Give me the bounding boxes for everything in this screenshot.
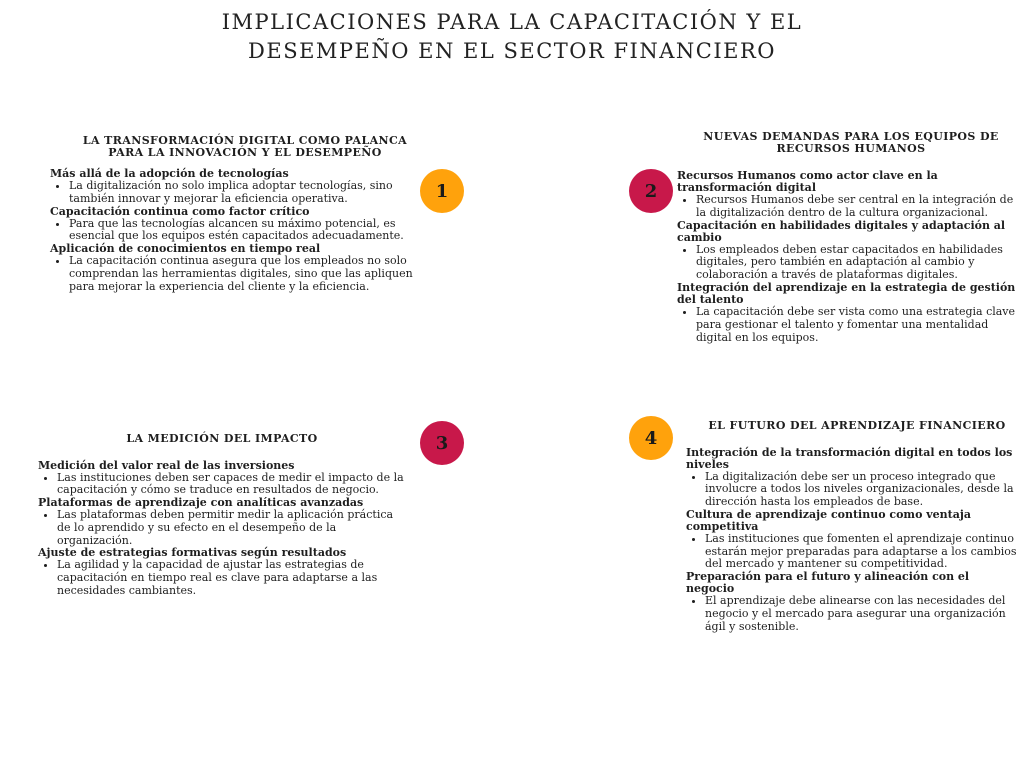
- section-1-list-1: [50, 180, 420, 206]
- section-3-bullet-2: • Las plataformas deben permitir medir la aplicación práctica de lo aprendido y su efecto en el desempeño de la organización.: [57, 509, 408, 547]
- section-4-bullet-2: • Las instituciones que fomenten el aprendizaje continuo estarán mejor preparadas para adaptarse a los cambios del mercado y mantener su competitividad.: [705, 533, 1020, 571]
- section-2-heading: [677, 131, 1017, 154]
- section-1-bullet-2: • Para que las tecnologías alcancen su máximo potencial, es esencial que los equipos estén capacitados adecuadamente.: [69, 218, 420, 244]
- section-4-number: 4: [644, 427, 658, 449]
- section-4: [686, 420, 1020, 634]
- section-1: [50, 135, 420, 294]
- section-4-number-badge: [629, 416, 673, 460]
- section-4-bullet-3: • El aprendizaje debe alinearse con las necesidades del negocio y el mercado para asegurar una organización ágil y sostenible.: [705, 595, 1020, 633]
- section-1-list-3: [50, 255, 420, 293]
- section-3-list-2: [38, 509, 408, 547]
- section-2-number-badge: [629, 169, 673, 213]
- section-3: [38, 433, 408, 598]
- section-1-number: 1: [435, 180, 449, 202]
- section-1-heading-line-1: LA TRANSFORMACIÓN DIGITAL COMO PALANCA: [82, 134, 408, 147]
- section-1-subtitle-3: Aplicación de conocimientos en tiempo real: [50, 242, 321, 256]
- section-3-subtitle-1: Medición del valor real de las inversiones: [38, 458, 295, 472]
- section-3-subtitle-2: Plataformas de aprendizaje con analíticas avanzadas: [38, 496, 364, 510]
- section-1-subtitle-2: Capacitación continua como factor crítico: [50, 204, 310, 218]
- section-2-heading-line-2: RECURSOS HUMANOS: [776, 141, 926, 155]
- page-title-line-1: IMPLICACIONES PARA LA CAPACITACIÓN Y EL: [221, 10, 803, 34]
- section-1-number-badge: [420, 169, 464, 213]
- section-2: [677, 131, 1017, 344]
- section-1-subtitle-1: Más allá de la adopción de tecnologías: [50, 167, 289, 180]
- section-3-list-3: [38, 559, 408, 597]
- section-3-number-badge: [420, 421, 464, 465]
- section-2-subtitle-3: Integración del aprendizaje en la estrategia de gestión del talento: [677, 280, 1016, 306]
- section-2-list-3: [677, 306, 1017, 344]
- section-3-subtitle-3: Ajuste de estrategias formativas según resultados: [38, 546, 347, 560]
- section-2-list-1: [677, 194, 1017, 220]
- page-title-line-2: DESEMPEÑO EN EL SECTOR FINANCIERO: [248, 39, 776, 63]
- section-3-number: 3: [435, 432, 449, 454]
- section-2-number: 2: [644, 180, 658, 202]
- section-3-bullet-3: • La agilidad y la capacidad de ajustar las estrategias de capacitación en tiempo real es clave para adaptarse a las necesidades cambiantes.: [57, 559, 408, 597]
- section-3-list-1: [38, 472, 408, 498]
- section-2-heading-line-1: NUEVAS DEMANDAS PARA LOS EQUIPOS DE: [703, 130, 999, 143]
- section-4-heading: [686, 420, 1020, 432]
- section-4-bullet-1: • La digitalización debe ser un proceso integrado que involucre a todos los niveles organizacionales, desde la dirección hasta los empleados de base.: [705, 471, 1020, 509]
- section-2-subtitle-1: Recursos Humanos como actor clave en la transformación digital: [677, 169, 938, 194]
- section-4-subtitle-2: Cultura de aprendizaje continuo como ventaja competitiva: [686, 507, 971, 533]
- section-1-bullet-3: • La capacitación continua asegura que los empleados no solo comprendan las herramientas digitales, sino que las apliquen para mejorar la experiencia del cliente y la eficiencia.: [69, 255, 420, 293]
- section-1-heading-line-2: PARA LA INNOVACIÓN Y EL DESEMPEÑO: [108, 145, 382, 159]
- section-4-subtitle-3: Preparación para el futuro y alineación con el negocio: [686, 570, 970, 596]
- page-title: [0, 8, 1024, 66]
- section-4-subtitle-1: Integración de la transformación digital en todos los niveles: [686, 445, 1013, 471]
- section-4-list-2: [686, 533, 1020, 571]
- section-4-list-3: [686, 595, 1020, 633]
- section-3-bullet-1: • Las instituciones deben ser capaces de medir el impacto de la capacitación y cómo se traduce en resultados de negocio.: [57, 472, 408, 498]
- section-2-bullet-1: • Recursos Humanos debe ser central en la integración de la digitalización dentro de la cultura organizacional.: [696, 194, 1017, 220]
- section-2-subtitle-2: Capacitación en habilidades digitales y adaptación al cambio: [677, 218, 1006, 244]
- section-4-list-1: [686, 471, 1020, 509]
- section-3-heading-line-1: LA MEDICIÓN DEL IMPACTO: [126, 432, 318, 445]
- section-1-bullet-1: • La digitalización no solo implica adoptar tecnologías, sino también innovar y mejorar la eficiencia operativa.: [69, 180, 420, 206]
- section-4-heading-line-1: EL FUTURO DEL APRENDIZAJE FINANCIERO: [708, 419, 1006, 432]
- section-1-heading: [50, 135, 420, 158]
- section-3-heading: [38, 433, 408, 445]
- section-2-list-2: [677, 244, 1017, 282]
- section-1-list-2: [50, 218, 420, 244]
- section-2-bullet-3: • La capacitación debe ser vista como una estrategia clave para gestionar el talento y fomentar una mentalidad digital en los equipos.: [696, 306, 1017, 344]
- section-2-bullet-2: • Los empleados deben estar capacitados en habilidades digitales, pero también en adaptación al cambio y colaboración a través de plataformas digitales.: [696, 244, 1017, 282]
